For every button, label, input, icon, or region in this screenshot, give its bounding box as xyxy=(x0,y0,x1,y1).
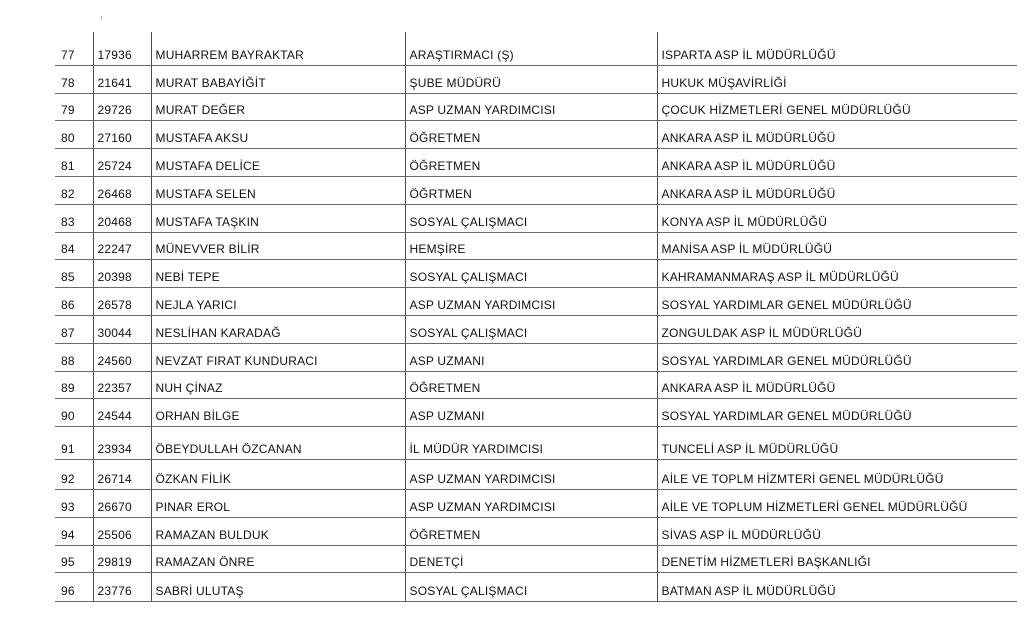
department-cell: TUNCELİ ASP İL MÜDÜRLÜĞÜ xyxy=(657,426,1017,459)
person-name-cell: MÜNEVVER BİLİR xyxy=(151,232,405,259)
row-number-cell: 95 xyxy=(55,545,93,572)
job-title-cell: ŞUBE MÜDÜRÜ xyxy=(405,65,657,93)
personnel-table-body xyxy=(55,32,1017,601)
table-row xyxy=(55,232,1017,259)
row-number-cell: 93 xyxy=(55,489,93,517)
job-title-cell: ÖĞRETMEN xyxy=(405,148,657,176)
table-row xyxy=(55,371,1017,398)
job-title-cell: ÖĞRTMEN xyxy=(405,176,657,204)
job-title-cell: SOSYAL ÇALIŞMACI xyxy=(405,204,657,232)
person-name-cell: MUSTAFA AKSU xyxy=(151,120,405,148)
department-cell: BATMAN ASP İL MÜDÜRLÜĞÜ xyxy=(657,572,1017,601)
row-number-cell: 96 xyxy=(55,572,93,601)
person-name-cell: RAMAZAN BULDUK xyxy=(151,517,405,545)
person-name-cell: MUSTAFA SELEN xyxy=(151,176,405,204)
department-cell: ANKARA ASP İL MÜDÜRLÜĞÜ xyxy=(657,148,1017,176)
job-title-cell: SOSYAL ÇALIŞMACI xyxy=(405,572,657,601)
job-title-cell: ÖĞRETMEN xyxy=(405,517,657,545)
job-title-cell: SOSYAL ÇALIŞMACI xyxy=(405,315,657,343)
row-number-cell: 79 xyxy=(55,93,93,120)
table-row xyxy=(55,32,1017,65)
department-cell: HUKUK MÜŞAVİRLİĞİ xyxy=(657,65,1017,93)
row-number-cell: 83 xyxy=(55,204,93,232)
person-name-cell: ÖZKAN FİLİK xyxy=(151,459,405,489)
table-row xyxy=(55,517,1017,545)
person-name-cell: MUSTAFA TAŞKIN xyxy=(151,204,405,232)
job-title-cell: ÖĞRETMEN xyxy=(405,371,657,398)
registry-number-cell: 24560 xyxy=(93,343,151,371)
table-row xyxy=(55,120,1017,148)
job-title-cell: HEMŞİRE xyxy=(405,232,657,259)
registry-number-cell: 23934 xyxy=(93,426,151,459)
registry-number-cell: 17936 xyxy=(93,32,151,65)
table-row xyxy=(55,287,1017,315)
department-cell: KONYA ASP İL MÜDÜRLÜĞÜ xyxy=(657,204,1017,232)
row-number-cell: 87 xyxy=(55,315,93,343)
registry-number-cell: 26714 xyxy=(93,459,151,489)
registry-number-cell: 20398 xyxy=(93,259,151,287)
person-name-cell: NEVZAT FIRAT KUNDURACI xyxy=(151,343,405,371)
row-number-cell: 91 xyxy=(55,426,93,459)
job-title-cell: ASP UZMAN YARDIMCISI xyxy=(405,287,657,315)
registry-number-cell: 26670 xyxy=(93,489,151,517)
department-cell: DENETİM HİZMETLERİ BAŞKANLIĞI xyxy=(657,545,1017,572)
row-number-cell: 78 xyxy=(55,65,93,93)
department-cell: SOSYAL YARDIMLAR GENEL MÜDÜRLÜĞÜ xyxy=(657,398,1017,426)
department-cell: ANKARA ASP İL MÜDÜRLÜĞÜ xyxy=(657,120,1017,148)
row-number-cell: 88 xyxy=(55,343,93,371)
registry-number-cell: 22247 xyxy=(93,232,151,259)
person-name-cell: MURAT DEĞER xyxy=(151,93,405,120)
row-number-cell: 81 xyxy=(55,148,93,176)
table-row xyxy=(55,398,1017,426)
person-name-cell: NESLİHAN KARADAĞ xyxy=(151,315,405,343)
table-row xyxy=(55,343,1017,371)
row-number-cell: 84 xyxy=(55,232,93,259)
department-cell: ANKARA ASP İL MÜDÜRLÜĞÜ xyxy=(657,176,1017,204)
scan-speck xyxy=(101,16,102,20)
person-name-cell: PINAR EROL xyxy=(151,489,405,517)
job-title-cell: ASP UZMAN YARDIMCISI xyxy=(405,459,657,489)
table-row xyxy=(55,315,1017,343)
department-cell: AİLE VE TOPLM HİZMTERİ GENEL MÜDÜRLÜĞÜ xyxy=(657,459,1017,489)
table-row xyxy=(55,545,1017,572)
registry-number-cell: 26468 xyxy=(93,176,151,204)
registry-number-cell: 24544 xyxy=(93,398,151,426)
job-title-cell: İL MÜDÜR YARDIMCISI xyxy=(405,426,657,459)
registry-number-cell: 25506 xyxy=(93,517,151,545)
department-cell: AİLE VE TOPLUM HİZMETLERİ GENEL MÜDÜRLÜĞÜ xyxy=(657,489,1017,517)
table-row xyxy=(55,93,1017,120)
registry-number-cell: 21641 xyxy=(93,65,151,93)
person-name-cell: MURAT BABAYİĞİT xyxy=(151,65,405,93)
job-title-cell: ASP UZMANI xyxy=(405,343,657,371)
table-row xyxy=(55,426,1017,459)
table-row xyxy=(55,65,1017,93)
registry-number-cell: 23776 xyxy=(93,572,151,601)
job-title-cell: ASP UZMAN YARDIMCISI xyxy=(405,489,657,517)
table-row xyxy=(55,459,1017,489)
person-name-cell: SABRİ ULUTAŞ xyxy=(151,572,405,601)
table-row xyxy=(55,259,1017,287)
registry-number-cell: 30044 xyxy=(93,315,151,343)
registry-number-cell: 26578 xyxy=(93,287,151,315)
row-number-cell: 90 xyxy=(55,398,93,426)
row-number-cell: 86 xyxy=(55,287,93,315)
department-cell: SİVAS ASP İL MÜDÜRLÜĞÜ xyxy=(657,517,1017,545)
row-number-cell: 77 xyxy=(55,32,93,65)
job-title-cell: ÖĞRETMEN xyxy=(405,120,657,148)
registry-number-cell: 29819 xyxy=(93,545,151,572)
department-cell: MANİSA ASP İL MÜDÜRLÜĞÜ xyxy=(657,232,1017,259)
job-title-cell: ARAŞTIRMACI (Ş) xyxy=(405,32,657,65)
job-title-cell: ASP UZMAN YARDIMCISI xyxy=(405,93,657,120)
department-cell: ÇOCUK HİZMETLERİ GENEL MÜDÜRLÜĞÜ xyxy=(657,93,1017,120)
table-row xyxy=(55,148,1017,176)
personnel-table xyxy=(55,32,1017,602)
person-name-cell: NUH ÇİNAZ xyxy=(151,371,405,398)
person-name-cell: MUHARREM BAYRAKTAR xyxy=(151,32,405,65)
job-title-cell: DENETÇİ xyxy=(405,545,657,572)
person-name-cell: ÖBEYDULLAH ÖZCANAN xyxy=(151,426,405,459)
registry-number-cell: 29726 xyxy=(93,93,151,120)
table-row xyxy=(55,489,1017,517)
department-cell: ISPARTA ASP İL MÜDÜRLÜĞÜ xyxy=(657,32,1017,65)
department-cell: ANKARA ASP İL MÜDÜRLÜĞÜ xyxy=(657,371,1017,398)
job-title-cell: SOSYAL ÇALIŞMACI xyxy=(405,259,657,287)
department-cell: SOSYAL YARDIMLAR GENEL MÜDÜRLÜĞÜ xyxy=(657,343,1017,371)
row-number-cell: 82 xyxy=(55,176,93,204)
job-title-cell: ASP UZMANI xyxy=(405,398,657,426)
registry-number-cell: 20468 xyxy=(93,204,151,232)
table-row xyxy=(55,572,1017,601)
department-cell: ZONGULDAK ASP İL MÜDÜRLÜĞÜ xyxy=(657,315,1017,343)
registry-number-cell: 25724 xyxy=(93,148,151,176)
department-cell: KAHRAMANMARAŞ ASP İL MÜDÜRLÜĞÜ xyxy=(657,259,1017,287)
row-number-cell: 85 xyxy=(55,259,93,287)
row-number-cell: 80 xyxy=(55,120,93,148)
row-number-cell: 94 xyxy=(55,517,93,545)
person-name-cell: NEJLA YARICI xyxy=(151,287,405,315)
department-cell: SOSYAL YARDIMLAR GENEL MÜDÜRLÜĞÜ xyxy=(657,287,1017,315)
table-row xyxy=(55,176,1017,204)
row-number-cell: 92 xyxy=(55,459,93,489)
person-name-cell: ORHAN BİLGE xyxy=(151,398,405,426)
row-number-cell: 89 xyxy=(55,371,93,398)
registry-number-cell: 22357 xyxy=(93,371,151,398)
person-name-cell: MUSTAFA DELİCE xyxy=(151,148,405,176)
registry-number-cell: 27160 xyxy=(93,120,151,148)
table-row xyxy=(55,204,1017,232)
person-name-cell: NEBİ TEPE xyxy=(151,259,405,287)
person-name-cell: RAMAZAN ÖNRE xyxy=(151,545,405,572)
